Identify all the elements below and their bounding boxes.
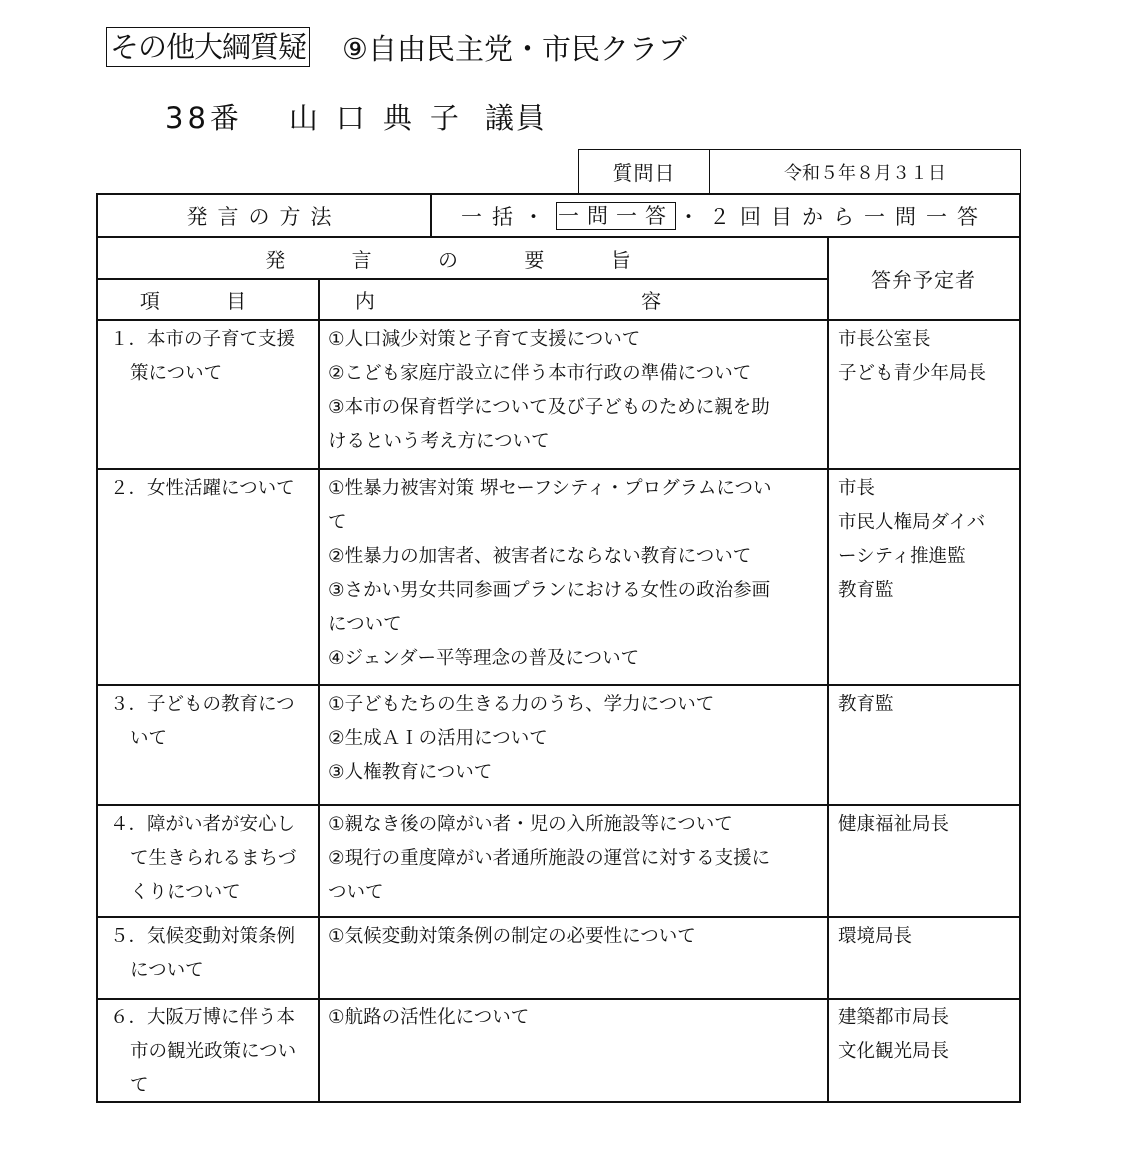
item-header: 項 目 bbox=[139, 289, 277, 313]
row-separator bbox=[98, 468, 1019, 470]
member-name: 山口典子 bbox=[288, 101, 477, 135]
method-label: 発言の方法 bbox=[186, 205, 342, 229]
item-cell: ６．大阪万博に伴う本 市の観光政策につい て bbox=[110, 1007, 297, 1096]
date-table bbox=[578, 149, 1021, 193]
summary-header: 発 言 の 要 旨 bbox=[265, 247, 661, 272]
item-cell: ３．子どもの教育につ いて bbox=[110, 694, 295, 749]
item-cell: ５．気候変動対策条例 について bbox=[110, 926, 296, 981]
title-row bbox=[106, 26, 687, 68]
category-box: その他大綱質疑 bbox=[106, 27, 310, 67]
method-option-selected: 一問一答 bbox=[558, 204, 674, 228]
content-cell: ①親なき後の障がい者・児の入所施設等について ②現行の重度障がい者通所施設の運営に対する支援に ついて bbox=[328, 814, 771, 903]
date-label: 質問日 bbox=[579, 150, 710, 193]
content-cell: ①子どもたちの生きる力のうち、学力について ②生成ＡＩの活用について ③人権教育について bbox=[328, 694, 715, 783]
date-value: 令和５年８月３１日 bbox=[784, 162, 946, 184]
content-cell: ①人口減少対策と子育て支援について ②こども家庭庁設立に伴う本市行政の準備について ③本市の保育哲学について及び子どものために親を助 けるという考え方について bbox=[328, 329, 770, 452]
content-cell: ①航路の活性化について bbox=[328, 1007, 530, 1028]
party-name: ⑨自由民主党・市民クラブ bbox=[342, 31, 688, 66]
main-table bbox=[96, 193, 1021, 1103]
method-option-batch: 一括・ bbox=[461, 205, 554, 229]
member-title: 議員 bbox=[484, 101, 547, 135]
method-value bbox=[430, 195, 1019, 237]
respondent-cell: 健康福祉局長 bbox=[838, 814, 950, 835]
content-header: 内 容 bbox=[354, 289, 792, 313]
respondent-cell: 環境局長 bbox=[838, 926, 913, 947]
content-cell: ①気候変動対策条例の制定の必要性について bbox=[328, 926, 696, 947]
row-separator bbox=[98, 916, 1019, 918]
member-row bbox=[165, 96, 547, 137]
item-cell: ４．障がい者が安心し て生きられるまちづ くりについて bbox=[110, 814, 297, 903]
item-cell: ２．女性活躍について bbox=[110, 478, 295, 499]
member-number: 38番 bbox=[165, 101, 243, 135]
respondent-cell: 市長 市民人権局ダイバ ーシティ推進監 教育監 bbox=[838, 478, 986, 601]
respondent-header: 答弁予定者 bbox=[871, 268, 976, 292]
item-cell: １．本市の子育て支援 策について bbox=[110, 329, 296, 384]
column-line-content bbox=[827, 237, 829, 1101]
respondent-cell: 建築都市局長 文化観光局長 bbox=[838, 1007, 950, 1062]
header-bottom-line bbox=[98, 319, 1019, 321]
row-separator bbox=[98, 998, 1019, 1000]
method-divider bbox=[430, 195, 432, 237]
content-cell: ①性暴力被害対策 堺セーフシティ・プログラムについ て ②性暴力の加害者、被害者にならない教育について ③さかい男女共同参画プランにおける女性の政治参画 について ④ジェンダー平等理念の普及について bbox=[328, 478, 772, 669]
respondent-cell: 市長公室長 子ども青少年局長 bbox=[838, 329, 987, 384]
respondent-cell: 教育監 bbox=[838, 694, 894, 715]
row-separator bbox=[98, 684, 1019, 686]
row-separator bbox=[98, 804, 1019, 806]
column-line-item bbox=[318, 279, 320, 1101]
method-option-second: ・２回目から一問一答 bbox=[678, 205, 988, 229]
